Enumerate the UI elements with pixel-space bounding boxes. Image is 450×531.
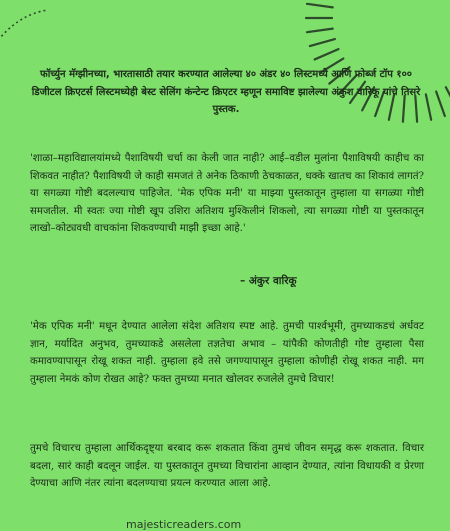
- decoration-ray: [310, 39, 335, 46]
- intro-paragraph: फॉर्च्युन मॅग्झीनच्या, भारतासाठी तयार करण्यात आलेल्या ४० अंडर ४० लिस्टमध्ये आणि फोर्ब्ज टॉप १०० डिजीटल क्रिएटर्स लिस्टमध्येही बेस्ट सेलिंग कंन्टेन्ट क्रिएटर म्हणून समाविष्ट झालेल्या अंकुश वारिकू यांचे तिसरे पुस्तक.: [31, 69, 421, 116]
- arc-decoration-icon: [0, 8, 50, 48]
- quote-author: – अंकुर वारिकू: [240, 275, 297, 287]
- decoration-ray: [307, 4, 333, 8]
- decoration-ray: [315, 49, 339, 59]
- author-quote: 'शाळा–महाविद्यालयांमध्ये पैशाविषयी चर्चा का केली जात नाही? आई–वडील मुलांना पैशाविषयी काहीच का शिकवत नाहीत? पैशाविषयी जे काही समजतं ते अनेक ठिकाणी ठेचकाळत, धक्के खातच का शिकावं लागतं? या सगळ्या गोष्टी बदलल्याच पाहिजेत. 'मेक एपिक मनी' या माझ्या पुस्तकातून तुम्हाला या सगळ्या गोष्टी समजतील. मी स्वतः ज्या गोष्टी खूप उशिरा अतिशय मुश्किलीनं शिकलो, त्या सगळ्या गोष्टी या पुस्तकातून लाखो–कोट्यवधी वाचकांना शिकवण्याची माझी इच्छा आहे.': [30, 153, 424, 235]
- decoration-ray: [436, 91, 445, 115]
- decoration-ray: [307, 29, 333, 33]
- description-paragraph-1: 'मेक एपिक मनी' मधून देण्यात आलेला संदेश अतिशय स्पष्ट आहे. तुमची पार्श्वभूमी, तुमच्याकडचं अर्धवट ज्ञान, मर्यादित अनुभव, तुमच्याकडे असलेला तज्ञतेचा अभाव – यांपैकी कोणतीही गोष्ट तुम्हाला पैसा कमावण्यापासून रोखू शकत नाही. तुम्हाला हवे तसे जगण्यापासून तुम्हाला कोणीही रोखू शकत नाही. मग तुम्हाला नेमकं कोण रोखत आहे? फक्त तुमच्या मनात खोलवर रुजलेले तुमचे विचार!: [30, 321, 424, 385]
- publisher-website[interactable]: majesticreaders.com: [126, 518, 242, 531]
- decoration-ray: [446, 87, 450, 110]
- description-paragraph-2: तुमचे विचारच तुम्हाला आर्थिकदृष्ट्या बरबाद करू शकतात किंवा तुमचं जीवन समृद्ध करू शकतात. विचार बदला, सारं काही बदलून जाईल. या पुस्तकातून तुमच्या विचारांना आव्हान देण्यात, त्यांना विधायकी व प्रेरणा देण्याचा आणि नंतर त्यांना बदलण्याचा प्रयत्न करण्यात आला आहे.: [30, 443, 424, 490]
